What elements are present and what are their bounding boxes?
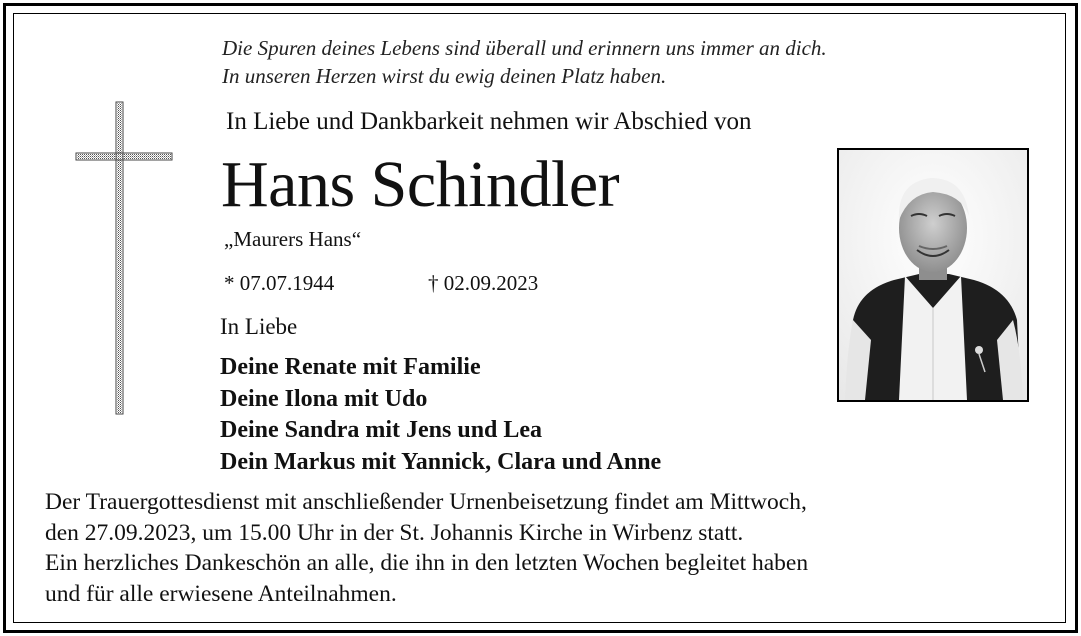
mourner-line: Deine Renate mit Familie bbox=[220, 354, 481, 380]
notice-line: den 27.09.2023, um 15.00 Uhr in der St. Johannis Kirche in Wirbenz statt. bbox=[45, 519, 744, 546]
motto-line-1: Die Spuren deines Lebens sind überall und erinnern uns immer an dich. bbox=[222, 36, 827, 60]
mourner-line: Deine Ilona mit Udo bbox=[220, 385, 428, 412]
motto-line-2: In unseren Herzen wirst du ewig deinen Platz haben. bbox=[222, 64, 667, 88]
cross-icon bbox=[74, 100, 174, 416]
service-notice bbox=[45, 487, 808, 609]
nickname: „Maurers Hans“ bbox=[224, 227, 362, 251]
mourners-list bbox=[220, 352, 661, 478]
motto bbox=[222, 34, 827, 90]
portrait-photo bbox=[837, 148, 1029, 402]
mourner-line: Dein Markus mit Yannick, Clara und Anne bbox=[220, 448, 662, 475]
mourner-line: Deine Sandra mit Jens und Lea bbox=[220, 417, 543, 443]
notice-line: und für alle erwiesene Anteilnahmen. bbox=[45, 580, 397, 607]
deceased-name: Hans Schindler bbox=[221, 148, 620, 221]
portrait-illustration bbox=[839, 150, 1027, 400]
birth-date: * 07.07.1944 bbox=[224, 271, 335, 295]
death-date: † 02.09.2023 bbox=[428, 271, 539, 295]
notice-line: Der Trauergottesdienst mit anschließender Urnenbeisetzung findet am Mittwoch, bbox=[45, 489, 807, 515]
mourners-heading: In Liebe bbox=[220, 314, 298, 339]
notice-line: Ein herzliches Dankeschön an alle, die ihn in den letzten Wochen begleitet haben bbox=[45, 550, 809, 576]
intro-text: In Liebe und Dankbarkeit nehmen wir Abschied von bbox=[226, 108, 752, 135]
